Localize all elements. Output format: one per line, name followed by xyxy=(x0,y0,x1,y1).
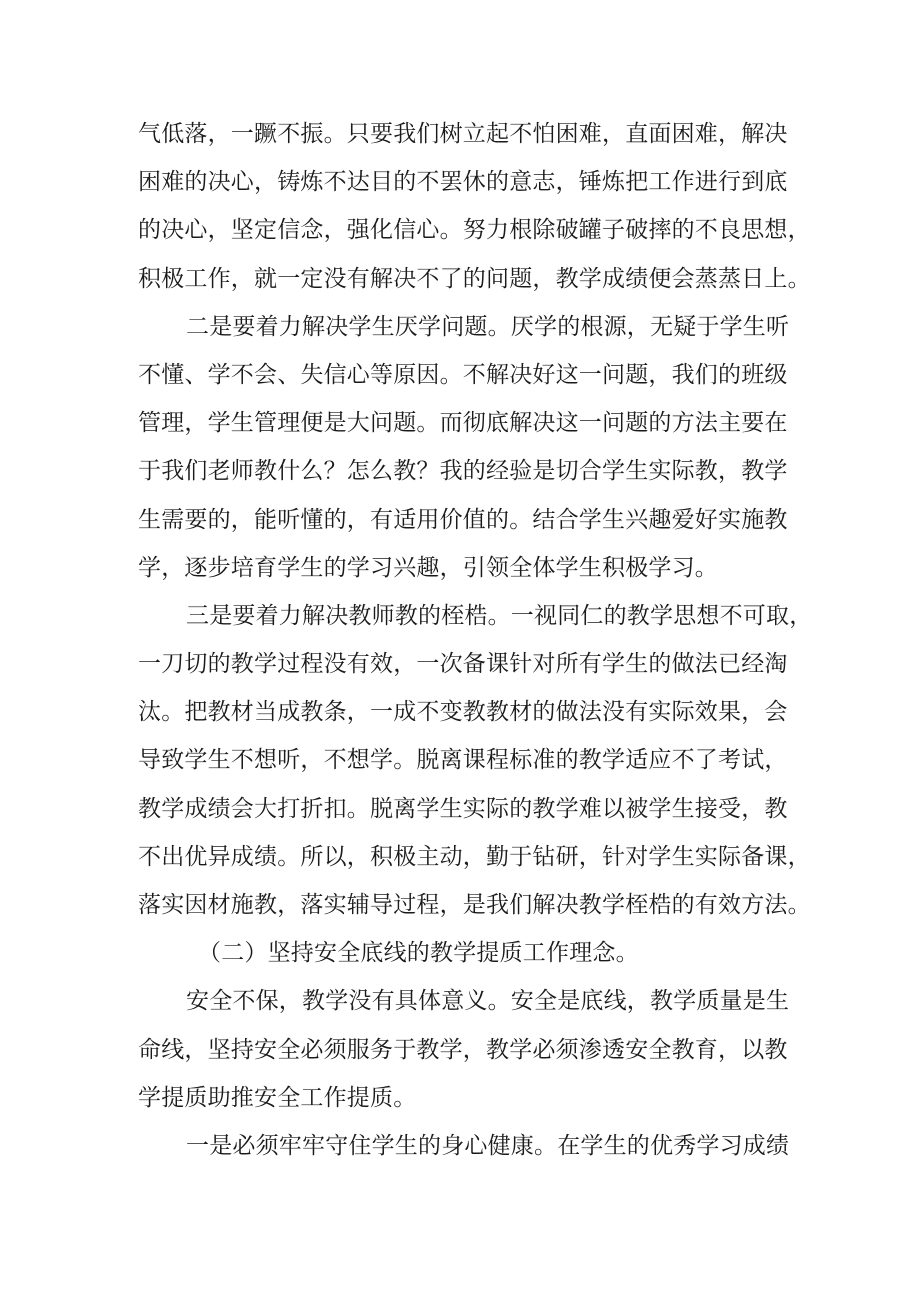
text-line: 管理，学生管理便是大问题。而彻底解决这一问题的方法主要在 xyxy=(138,410,788,437)
document-body xyxy=(138,110,813,1170)
paragraph-start-line: 安全不保，教学没有具体意义。安全是底线，教学质量是生 xyxy=(186,988,790,1015)
text-line: 气低落，一蹶不振。只要我们树立起不怕困难，直面困难，解决 xyxy=(138,121,788,147)
text-line: 困难的决心，铸炼不达目的不罢休的意志，锤炼把工作进行到底 xyxy=(138,169,788,196)
text-line: 积极工作，就一定没有解决不了的问题，教学成绩便会蒸蒸日上。 xyxy=(138,265,811,292)
text-line: 导致学生不想听，不想学。脱离课程标准的教学适应不了考试， xyxy=(138,747,788,774)
section-heading: （二）坚持安全底线的教学提质工作理念。 xyxy=(198,940,639,967)
paragraph-start-line: 二是要着力解决学生厌学问题。厌学的根源，无疑于学生听 xyxy=(186,313,790,340)
text-line: 生需要的，能听懂的，有适用价值的。结合学生兴趣爱好实施教 xyxy=(138,506,788,533)
paragraph-start-line: 三是要着力解决教师教的桎梏。一视同仁的教学思想不可取， xyxy=(186,602,813,629)
paragraph-start-line: 一是必须牢牢守住学生的身心健康。在学生的优秀学习成绩 xyxy=(186,1132,790,1159)
text-line: 学，逐步培育学生的学习兴趣，引领全体学生积极学习。 xyxy=(138,554,718,581)
text-line: 不懂、学不会、失信心等原因。不解决好这一问题，我们的班级 xyxy=(138,361,788,388)
text-line: 落实因材施教，落实辅导过程，是我们解决教学桎梏的有效方法。 xyxy=(138,892,811,918)
text-line: 命线，坚持安全必须服务于教学，教学必须渗透安全教育，以教 xyxy=(138,1036,788,1063)
text-line: 一刀切的教学过程没有效，一次备课针对所有学生的做法已经淘 xyxy=(138,651,788,678)
text-line: 学提质助推安全工作提质。 xyxy=(138,1084,417,1111)
text-line: 的决心，坚定信念，强化信心。努力根除破罐子破摔的不良思想， xyxy=(138,217,811,244)
text-line: 于我们老师教什么？怎么教？我的经验是切合学生实际教，教学 xyxy=(138,458,788,485)
text-line: 教学成绩会大打折扣。脱离学生实际的教学难以被学生接受，教 xyxy=(138,795,788,822)
text-line: 不出优异成绩。所以，积极主动，勤于钻研，针对学生实际备课， xyxy=(138,843,811,870)
text-line: 汰。把教材当成教条，一成不变教教材的做法没有实际效果，会 xyxy=(138,699,788,726)
